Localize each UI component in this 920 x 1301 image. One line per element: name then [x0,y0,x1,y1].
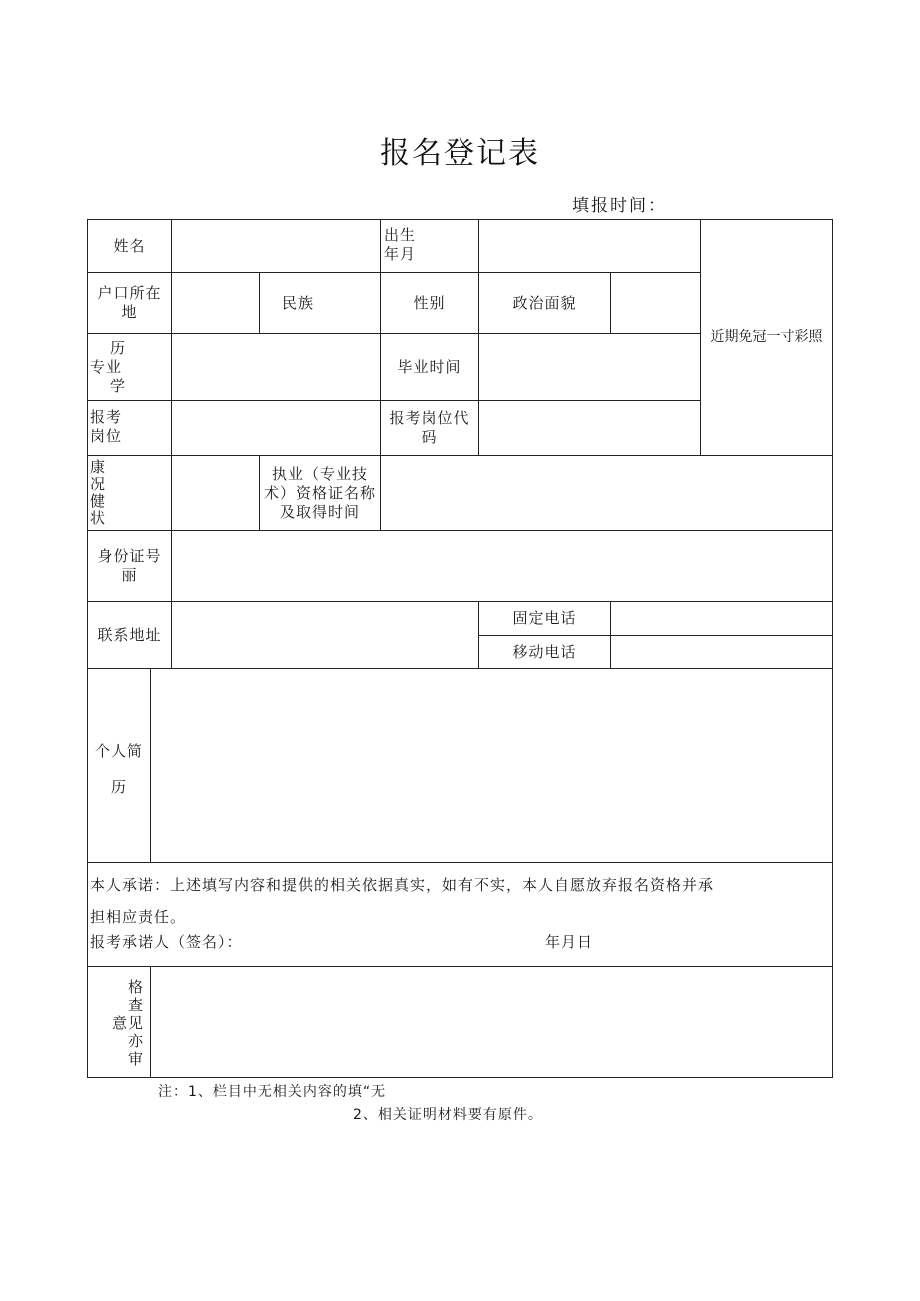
pledge-line2: 担相应责任。 [90,908,187,926]
label-hukou-line2: 地 [121,303,138,321]
label-review-2: 查 [127,995,144,1014]
col-line [380,219,381,272]
id-number-input[interactable] [172,531,832,601]
signature-field[interactable] [256,929,421,951]
cert-input[interactable] [381,456,832,530]
table-border-bottom [87,1077,833,1078]
resume-input[interactable] [151,669,832,862]
label-resume-line1: 个人简 [94,742,143,760]
label-post [90,405,168,449]
pledge-line1: 本人承诺：上述填写内容和提供的相关依据真实，如有不实，本人自愿放弃报名资格并承 [90,876,715,894]
label-review-4: 亦 [127,1031,144,1050]
label-resume-line2: 历 [110,778,127,796]
label-education-line2: 专业 [90,357,123,376]
label-review-1: 格 [127,977,144,996]
photo-box[interactable]: 近期免冠一寸彩照 [710,329,823,345]
birth-input[interactable] [479,220,700,272]
label-review [100,975,144,1070]
label-gender: 性别 [413,293,446,312]
grad-time-input[interactable] [479,334,700,400]
label-mobile: 移动电话 [512,642,577,661]
label-education [88,338,168,396]
label-review-3: 意见 [111,1013,144,1032]
form-title: 报名登记表 [380,136,540,171]
pledge-date: 年月日 [545,933,594,951]
post-input[interactable] [172,401,380,455]
label-name: 姓名 [113,236,146,255]
review-input[interactable] [151,967,832,1077]
label-education-line1: 历 [110,338,127,357]
label-hukou [88,273,171,333]
label-ethnicity: 民族 [281,293,314,312]
label-cert-line1: 执业（专业技 [271,464,368,483]
label-education-line3: 学 [110,376,127,395]
landline-input[interactable] [611,602,832,635]
address-input[interactable] [172,602,478,668]
label-post-code-line2: 码 [421,428,438,446]
post-code-input[interactable] [479,401,700,455]
table-border-right [832,219,833,1078]
note-1: 注：1、栏目中无相关内容的填“无 [158,1084,387,1100]
pledge-signer: 报考承诺人（签名）： [90,933,243,951]
label-birth [384,226,478,266]
label-id-line2: 丽 [121,566,138,584]
education-input[interactable] [172,334,380,400]
label-post-code [381,401,478,455]
label-health-3: 健 [90,492,107,510]
row-line [87,862,833,863]
label-post-line1: 报考 [90,408,123,426]
label-cert [260,456,380,530]
label-health-4: 状 [90,509,107,527]
label-health [90,458,168,528]
label-health-2: 况 [90,475,107,493]
label-birth-line1: 出生 [384,226,417,244]
label-id [88,531,171,601]
label-post-line2: 岗位 [90,427,123,445]
label-grad-time: 毕业时间 [397,357,462,376]
label-cert-line2: 术）资格证名称 [263,483,376,502]
label-political: 政治面貌 [512,293,577,312]
note-2: 2、相关证明材料要有原件。 [353,1107,543,1123]
label-health-1: 康 [90,458,107,476]
label-id-line1: 身份证号 [97,547,162,565]
health-input[interactable] [172,456,259,530]
label-cert-line3: 及取得时间 [279,502,360,521]
label-hukou-line1: 户口所在 [97,284,162,302]
political-input[interactable] [611,273,700,333]
label-resume [88,733,150,805]
label-landline: 固定电话 [512,609,577,627]
hukou-input[interactable] [172,273,259,333]
name-input[interactable] [172,220,380,272]
label-birth-line2: 年月 [384,245,417,263]
mobile-input[interactable] [611,636,832,668]
label-review-5: 审 [127,1049,144,1068]
ethnicity-input[interactable] [336,273,380,333]
fill-time-label: 填报时间： [572,196,667,216]
label-post-code-line1: 报考岗位代 [389,409,470,427]
label-address: 联系地址 [97,625,162,644]
